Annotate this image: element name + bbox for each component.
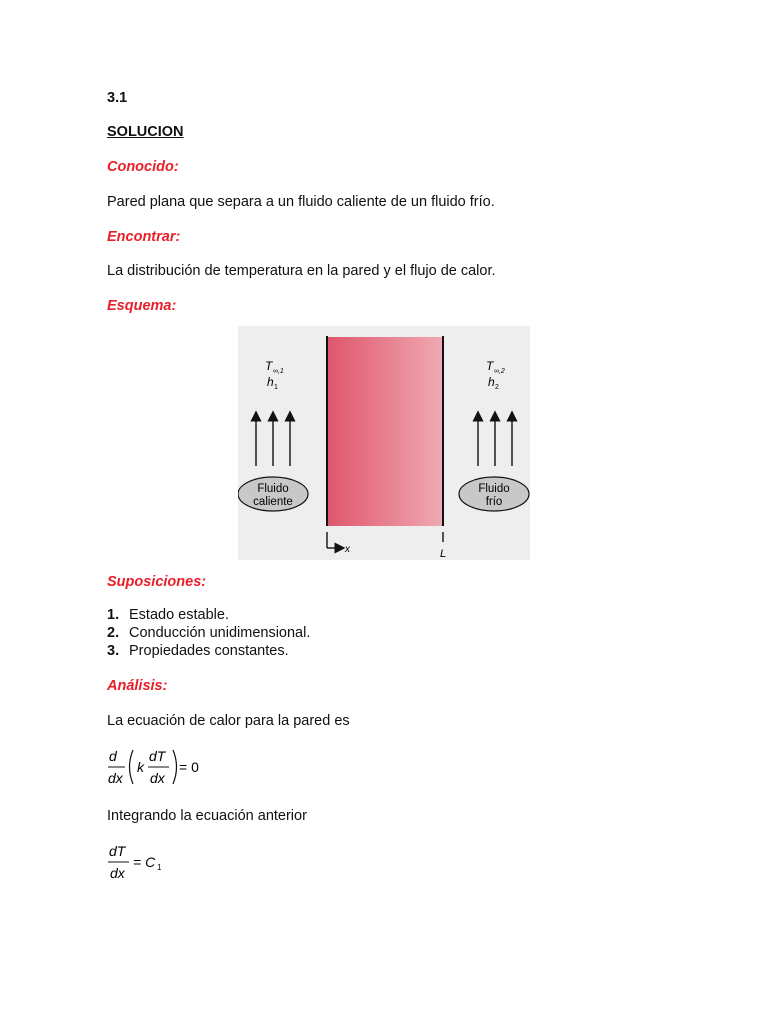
svg-text:∞,1: ∞,1 (273, 368, 284, 375)
find-text: La distribución de temperatura en la pared y el flujo de calor. (107, 263, 496, 279)
svg-text:Fluido: Fluido (478, 483, 510, 495)
known-heading: Conocido: (107, 159, 179, 175)
section-number: 3.1 (107, 90, 128, 106)
find-heading: Encontrar: (107, 229, 181, 245)
svg-text:∞,2: ∞,2 (494, 368, 505, 375)
known-text: Pared plana que separa a un fluido caliente de un fluido frío. (107, 194, 495, 210)
svg-text:d: d (109, 748, 117, 764)
svg-text:dx: dx (108, 770, 123, 786)
svg-text:Fluido: Fluido (257, 483, 289, 495)
schematic-diagram (238, 326, 530, 560)
list-item-text: Conducción unidimensional. (129, 625, 311, 641)
svg-text:k: k (137, 759, 144, 775)
svg-text:dT: dT (149, 748, 166, 764)
list-item-number: 1. (107, 607, 120, 623)
svg-text:caliente: caliente (253, 496, 293, 508)
analysis-heading: Análisis: (107, 678, 168, 694)
svg-text:h: h (488, 375, 495, 389)
wall (327, 337, 443, 526)
schematic-heading: Esquema: (107, 298, 177, 314)
assumptions-heading: Suposiciones: (107, 574, 207, 590)
list-item (107, 642, 310, 660)
list-item-number: 3. (107, 643, 120, 659)
cold-fluid-ellipse (459, 477, 529, 511)
svg-text:dx: dx (110, 865, 125, 881)
svg-text:dx: dx (150, 770, 165, 786)
list-item (107, 606, 310, 624)
svg-text:frío: frío (485, 496, 503, 508)
hot-fluid-ellipse (238, 477, 308, 511)
solution-heading: SOLUCION (107, 124, 184, 140)
svg-text:T: T (486, 359, 494, 373)
integrating-text: Integrando la ecuación anterior (107, 808, 307, 824)
svg-text:h: h (267, 375, 274, 389)
svg-text:dT: dT (109, 843, 126, 859)
svg-text:= 0: = 0 (179, 759, 199, 775)
integrated-equation (107, 839, 187, 885)
svg-text:x: x (345, 544, 350, 555)
analysis-intro: La ecuación de calor para la pared es (107, 713, 350, 729)
list-item (107, 624, 310, 642)
heat-equation (107, 744, 217, 790)
list-item-number: 2. (107, 625, 120, 641)
svg-text:1: 1 (157, 863, 162, 872)
list-item-text: Estado estable. (129, 607, 229, 623)
svg-text:= C: = C (133, 854, 156, 870)
svg-text:L: L (440, 548, 447, 560)
list-item-text: Propiedades constantes. (129, 643, 289, 659)
svg-text:1: 1 (274, 384, 278, 391)
assumptions-list (107, 606, 310, 660)
svg-text:T: T (265, 359, 273, 373)
svg-text:2: 2 (495, 384, 499, 391)
